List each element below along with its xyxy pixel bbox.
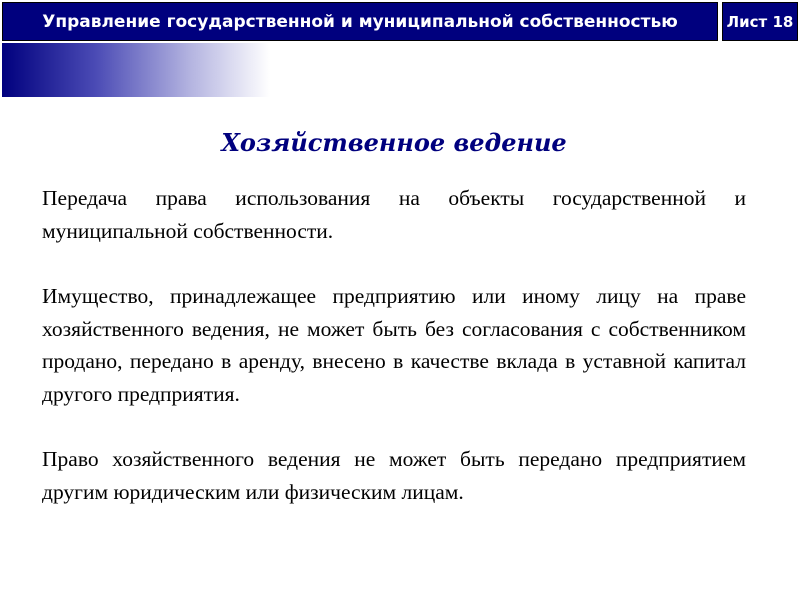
header-title: Управление государственной и муниципальной собственностью (42, 11, 678, 32)
sheet-number-box (722, 2, 798, 41)
decorative-gradient-bar (2, 43, 270, 97)
header-title-bar (2, 2, 718, 41)
paragraph-3: Право хозяйственного ведения не может быть передано предприятием другим юридическим или физическим лицам. (42, 447, 746, 504)
slide-body (42, 182, 746, 508)
paragraph-1: Передача права использования на объекты государственной и муниципальной собственности. (42, 186, 746, 243)
slide-heading: Хозяйственное ведение (221, 128, 567, 157)
paragraph-2: Имущество, принадлежащее предприятию или иному лицу на праве хозяйственного ведения, не может быть без согласования с собственником продано, передано в аренду, внесено в качестве вклада в уставной капитал другого предприятия. (42, 284, 746, 406)
sheet-number-label: Лист 18 (726, 12, 794, 31)
